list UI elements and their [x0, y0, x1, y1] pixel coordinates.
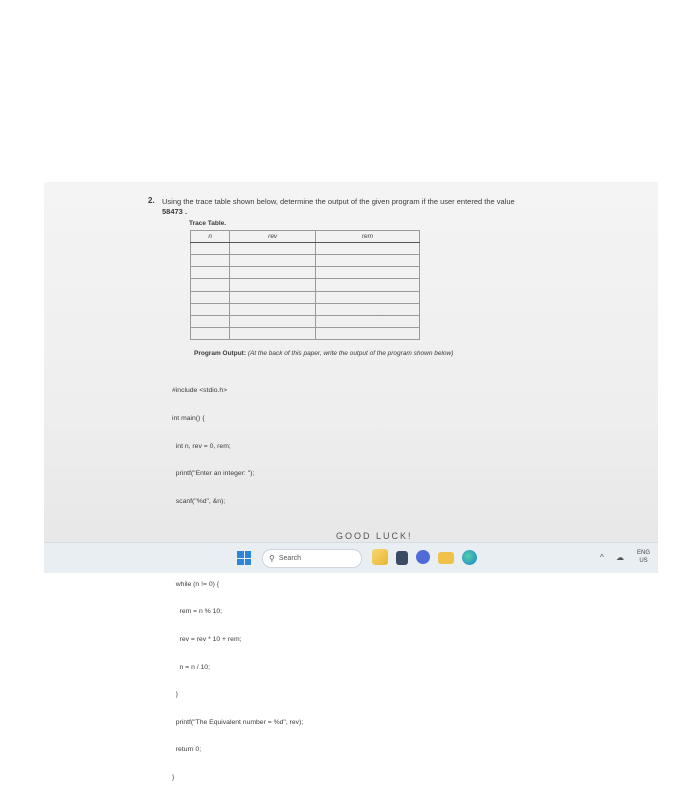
column-header-n: n	[191, 231, 230, 243]
code-line: n = n / 10;	[172, 663, 210, 671]
trace-table	[190, 230, 420, 340]
windows-start-icon[interactable]	[237, 551, 251, 565]
code-line: rev = rev * 10 + rem;	[172, 635, 242, 643]
question-text: Using the trace table shown below, determine the output of the given program if the user entered the value	[162, 197, 515, 206]
chevron-up-icon[interactable]: ^	[600, 553, 604, 562]
column-header-rev: rev	[230, 231, 316, 243]
code-line: int n, rev = 0, rem;	[172, 442, 231, 450]
code-line: }	[172, 773, 175, 781]
code-line: printf("Enter an integer: ");	[172, 470, 255, 478]
table-row	[191, 291, 420, 303]
language-indicator[interactable]	[637, 549, 650, 565]
code-line: rem = n % 10;	[172, 608, 223, 616]
search-placeholder: Search	[278, 555, 302, 562]
code-line: return 0;	[172, 746, 202, 754]
table-row	[191, 315, 420, 327]
table-row	[191, 279, 420, 291]
table-row	[191, 255, 420, 267]
program-output-label: Program Output:	[194, 350, 246, 357]
program-output-note: (At the back of this paper, write the output of the program shown below)	[247, 350, 454, 357]
chat-icon[interactable]	[416, 550, 430, 564]
search-icon: ⚲	[269, 554, 275, 563]
code-line: #include <stdio.h>	[172, 387, 228, 395]
code-line: scanf("%d", &n);	[172, 497, 226, 505]
table-row	[191, 267, 420, 279]
photographed-screen	[44, 182, 658, 781]
table-row	[191, 327, 420, 339]
taskbar	[44, 542, 658, 573]
question-number: 2.	[148, 196, 155, 205]
trace-table-caption: Trace Table.	[189, 220, 227, 227]
language-code: ENG	[636, 550, 650, 556]
region-code: US	[639, 558, 648, 564]
program-output-line	[194, 350, 453, 357]
task-view-icon[interactable]	[396, 551, 408, 565]
taskbar-search[interactable]	[262, 549, 362, 568]
question-value: 58473 .	[162, 207, 188, 216]
edge-browser-icon[interactable]	[462, 550, 477, 565]
code-line: while (n != 0) {	[172, 580, 220, 588]
code-block	[172, 368, 303, 801]
good-luck-footer: GOOD LUCK!	[336, 531, 413, 539]
code-line: printf("The Equivalent number = %d", rev);	[172, 718, 304, 726]
column-header-rem: rem	[315, 231, 419, 243]
code-line	[172, 524, 303, 533]
code-line: }	[172, 691, 179, 699]
file-explorer-icon[interactable]	[372, 549, 388, 565]
code-line: int main() {	[172, 415, 205, 423]
table-row	[191, 303, 420, 315]
table-row	[191, 243, 420, 255]
cloud-icon[interactable]: ☁	[616, 553, 624, 562]
folder-icon[interactable]	[438, 552, 454, 564]
